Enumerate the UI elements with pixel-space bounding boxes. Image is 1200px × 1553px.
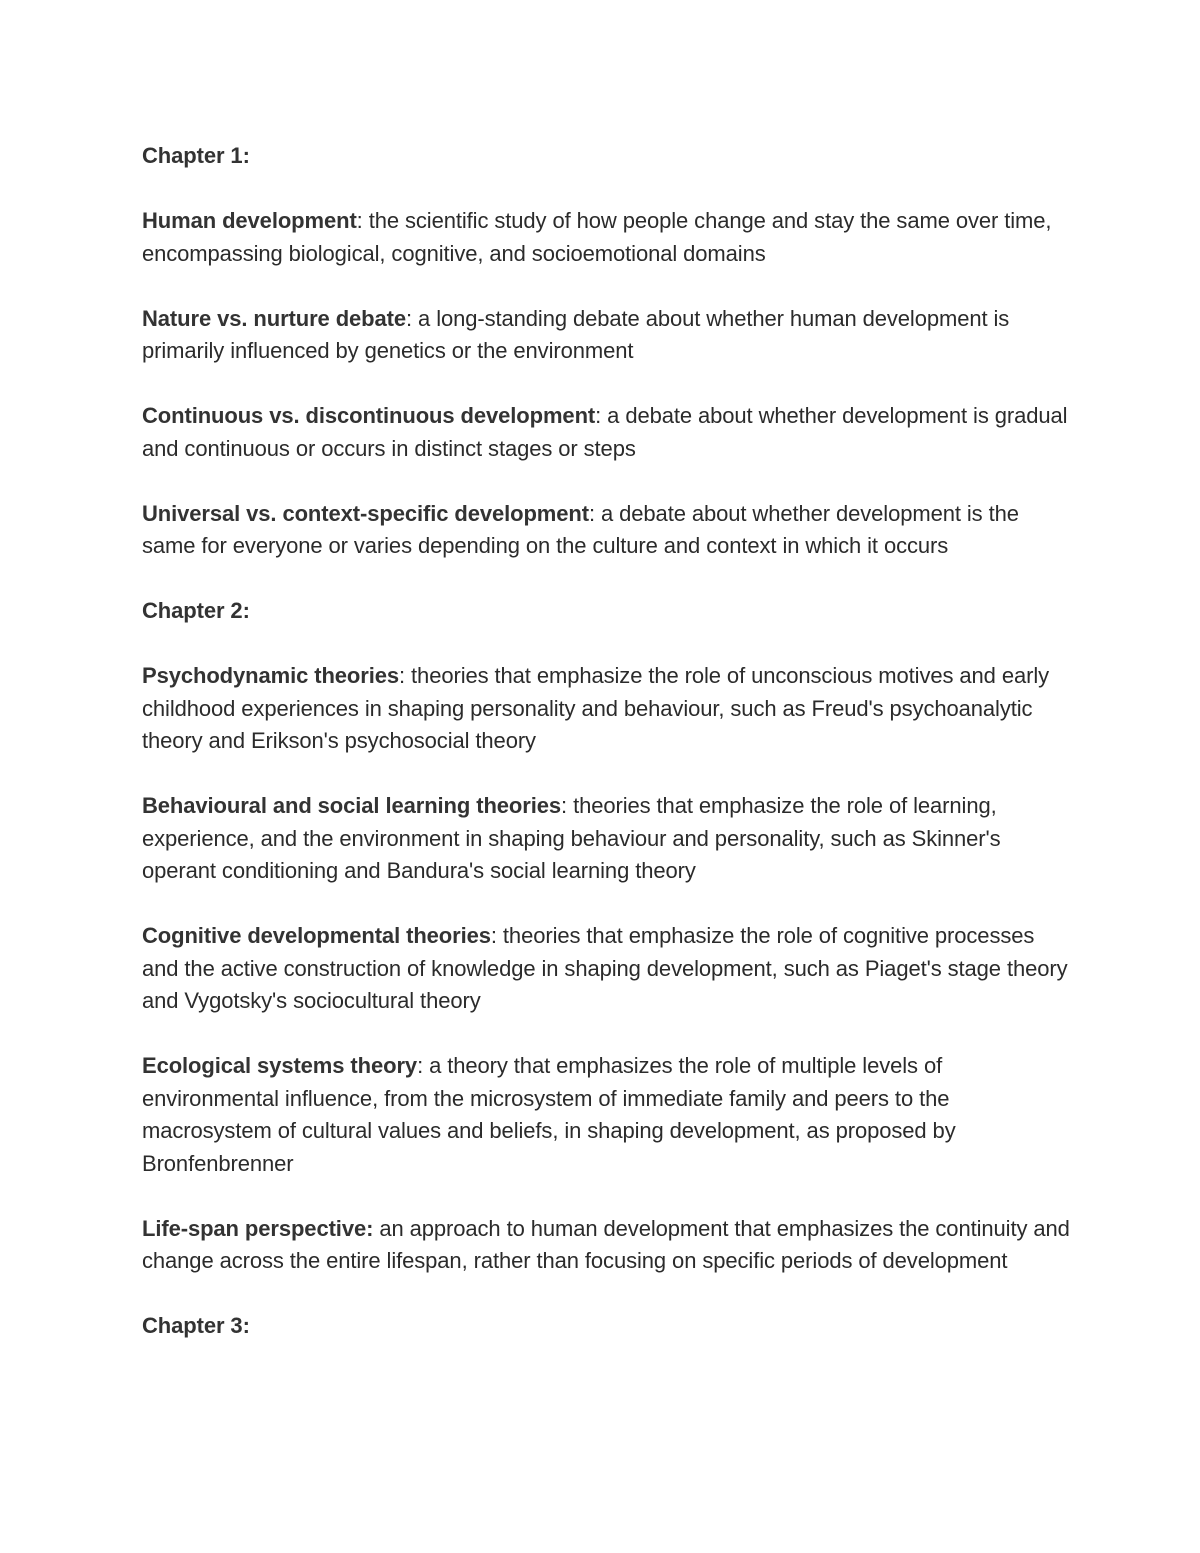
entry-term: Behavioural and social learning theories xyxy=(142,793,562,818)
chapter-heading: Chapter 2: xyxy=(142,598,250,623)
entry-definition: the scientific study of how people change and stay the same over time, encompassing biological, cognitive, and socioemotional domains xyxy=(142,208,1052,266)
entry-definition: a theory that emphasizes the role of multiple levels of environmental influence, from the microsystem of immediate family and peers to the macrosystem of cultural values and beliefs, in shaping development, as proposed by Bronfenbrenner xyxy=(142,1053,956,1176)
glossary-entry xyxy=(142,400,1072,465)
document-page xyxy=(142,140,1072,1343)
entry-term: Ecological systems theory xyxy=(142,1053,418,1078)
entry-separator: : xyxy=(595,403,608,428)
entry-term: Continuous vs. discontinuous development xyxy=(142,403,596,428)
glossary-entry xyxy=(142,1050,1072,1180)
entry-term: Nature vs. nurture debate xyxy=(142,305,407,331)
entry-separator: : xyxy=(490,923,503,948)
entry-term: Life-span perspective: xyxy=(142,1215,374,1241)
glossary-entry xyxy=(142,1213,1072,1278)
entry-definition: theories that emphasize the role of unconscious motives and early childhood experiences in shaping personality and behaviour, such as Freud's psychoanalytic theory and Erikson's psychosocial theory xyxy=(142,663,1050,753)
entry-separator: : xyxy=(588,500,601,526)
entry-separator: : xyxy=(406,305,419,331)
entry-definition: theories that emphasize the role of cognitive processes and the active construction of knowledge in shaping development, such as Piaget's stage theory and Vygotsky's sociocultural theory xyxy=(142,923,1068,1013)
glossary-entry xyxy=(142,498,1072,563)
entry-definition: an approach to human development that emphasizes the continuity and change across the entire lifespan, rather than focusing on specific periods of development xyxy=(142,1215,1070,1273)
chapter-heading: Chapter 1: xyxy=(142,143,250,168)
entry-definition: a debate about whether development is gradual and continuous or occurs in distinct stages or steps xyxy=(142,403,1068,461)
entry-term: Universal vs. context-specific development xyxy=(142,500,589,526)
chapter-heading: Chapter 3: xyxy=(142,1313,250,1338)
entry-separator: : xyxy=(399,663,412,688)
glossary-entry xyxy=(142,303,1072,368)
entry-definition: a long-standing debate about whether human development is primarily influenced by genetics or the environment xyxy=(142,305,1010,363)
entry-term: Cognitive developmental theories xyxy=(142,923,491,948)
entry-definition: a debate about whether development is the same for everyone or varies depending on the culture and context in which it occurs xyxy=(142,500,1019,558)
entry-separator: : xyxy=(417,1053,430,1078)
entry-separator: : xyxy=(356,208,369,233)
entry-term: Psychodynamic theories xyxy=(142,663,400,688)
glossary-entry xyxy=(142,790,1072,888)
entry-definition: theories that emphasize the role of learning, experience, and the environment in shaping behaviour and personality, such as Skinner's operant conditioning and Bandura's social learning theory xyxy=(142,793,1001,883)
entry-term: Human development xyxy=(142,208,357,233)
entry-separator: : xyxy=(561,793,574,818)
glossary-entry xyxy=(142,660,1072,758)
glossary-entry xyxy=(142,920,1072,1018)
glossary-entry xyxy=(142,205,1072,270)
